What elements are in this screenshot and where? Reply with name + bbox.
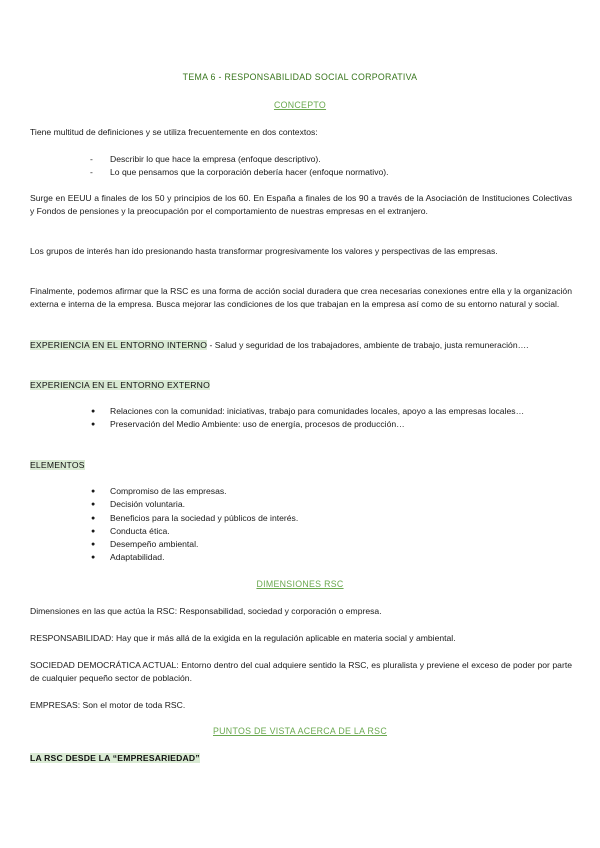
bullet-marker: ● <box>91 488 96 495</box>
paragraph-empresas: EMPRESAS: Son el motor de toda RSC. <box>30 700 186 710</box>
dash-marker: - <box>90 167 93 178</box>
list-item: - Lo que pensamos que la corporación debería hacer (enfoque normativo). <box>90 166 570 179</box>
page-title: TEMA 6 - RESPONSABILIDAD SOCIAL CORPORATIVA <box>182 72 418 82</box>
bullet-marker: ● <box>91 554 96 562</box>
heading-entorno-externo <box>30 379 572 392</box>
list-item: ● Desempeño ambiental. <box>90 538 560 551</box>
list-item: ● Preservación del Medio Ambiente: uso de energía, procesos de producción… <box>90 418 560 431</box>
bullet-marker: ● <box>91 527 96 535</box>
list-item: ● Adaptabilidad. <box>90 551 560 564</box>
paragraph-sociedad: SOCIEDAD DEMOCRÁTICA ACTUAL: Entorno dentro del cual adquiere sentido la RSC, es pluralista y previene el exceso de poder por parte de cualquier pequeño sector de población. <box>30 660 572 684</box>
paragraph-origen: Surge en EEUU a finales de los 50 y principios de los 60. En España a finales de los 90 a través de la Asociación de Instituciones Colectivas y Fondos de pensiones y la preocupación por el comportamiento de nuestras empresas en el extranjero. <box>30 193 572 217</box>
paragraph-definicion: Finalmente, podemos afirmar que la RSC es una forma de acción social duradera que crea necesarias conexiones entre ella y la organización externa e interna de la empresa. Busca mejorar las condiciones de los que trabajan en la empresa así como de su entorno natural y social. <box>30 286 572 310</box>
list-item: ● Conducta ética. <box>90 525 560 538</box>
elementos-list <box>90 485 560 565</box>
bullet-marker: ● <box>91 501 96 509</box>
section-heading-puntos-de-vista: PUNTOS DE VISTA ACERCA DE LA RSC <box>212 726 388 736</box>
highlight-label-empresariedad: LA RSC DESDE LA “EMPRESARIEDAD” <box>30 753 200 763</box>
bullet-marker: ● <box>91 408 96 415</box>
paragraph-responsabilidad: RESPONSABILIDAD: Hay que ir más allá de la exigida en la regulación aplicable en materia social y ambiental. <box>30 633 456 643</box>
paragraph-dimensiones: Dimensiones en las que actúa la RSC: Responsabilidad, sociedad y corporación o empresa. <box>30 606 382 616</box>
list-item: - Describir lo que hace la empresa (enfoque descriptivo). <box>90 153 570 166</box>
concepto-list <box>90 153 570 180</box>
section-heading-dimensiones: DIMENSIONES RSC <box>256 579 344 589</box>
externo-list <box>90 405 560 432</box>
heading-elementos <box>30 459 572 472</box>
section-heading-concepto: CONCEPTO <box>273 100 327 110</box>
concepto-intro: Tiene multitud de definiciones y se utiliza frecuentemente en dos contextos: <box>30 127 318 137</box>
paragraph-entorno-interno: EXPERIENCIA EN EL ENTORNO INTERNO - Salud y seguridad de los trabajadores, ambiente de trabajo, justa remuneración…. <box>30 340 529 350</box>
dash-marker: - <box>90 154 93 164</box>
heading-empresariedad <box>30 752 572 765</box>
paragraph-grupos-interes: Los grupos de interés han ido presionando hasta transformar progresivamente los valores y perspectivas de las empresas. <box>30 246 498 256</box>
bullet-marker: ● <box>91 541 96 549</box>
list-item: ● Compromiso de las empresas. <box>90 485 560 498</box>
bullet-marker: ● <box>91 514 96 522</box>
list-item: ● Relaciones con la comunidad: iniciativas, trabajo para comunidades locales, apoyo a las empresas locales… <box>90 405 560 418</box>
highlight-label-elementos: ELEMENTOS <box>30 460 85 470</box>
bullet-marker: ● <box>91 421 96 429</box>
list-item: ● Decisión voluntaria. <box>90 498 560 511</box>
highlight-label-interno: EXPERIENCIA EN EL ENTORNO INTERNO <box>30 340 208 350</box>
list-item: ● Beneficios para la sociedad y públicos de interés. <box>90 512 560 525</box>
highlight-label-externo: EXPERIENCIA EN EL ENTORNO EXTERNO <box>30 380 210 390</box>
